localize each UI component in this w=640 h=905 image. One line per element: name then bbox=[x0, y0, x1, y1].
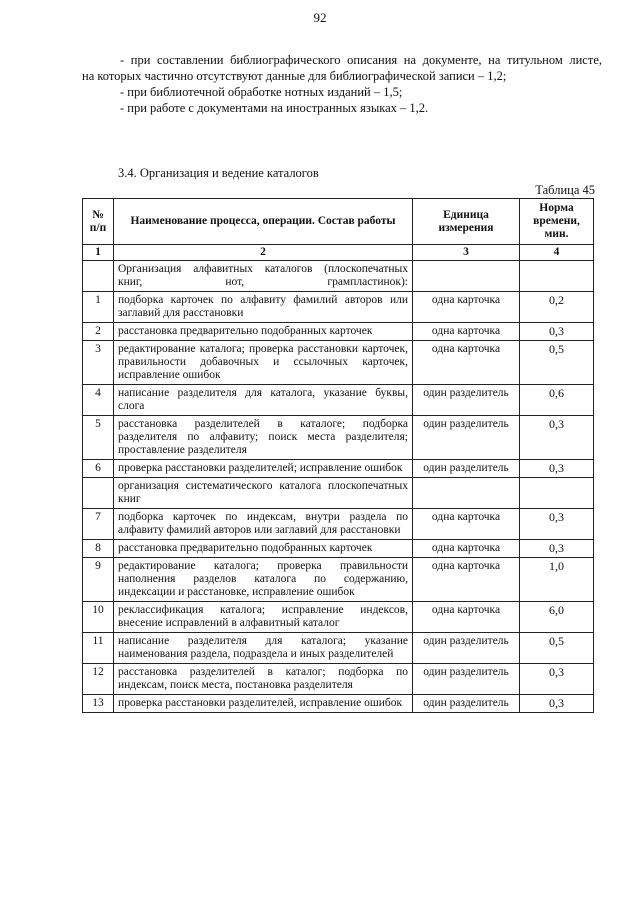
table-row bbox=[83, 664, 594, 695]
row-unit: один разделитель bbox=[413, 416, 520, 460]
page-number: 92 bbox=[313, 10, 327, 25]
row-number: 3 bbox=[83, 341, 114, 385]
row-unit: одна карточка bbox=[413, 292, 520, 323]
intro-line: - при составлении библиографического описания на документе, на титульном листе, bbox=[120, 53, 602, 67]
row-norm: 0,3 bbox=[520, 540, 594, 558]
table-header-row bbox=[83, 199, 594, 245]
header-process: Наименование процесса, операции. Состав работы bbox=[114, 199, 413, 245]
row-unit: один разделитель bbox=[413, 460, 520, 478]
row-number: 11 bbox=[83, 633, 114, 664]
row-process: расстановка предварительно подобранных карточек bbox=[114, 540, 413, 558]
row-norm: 0,3 bbox=[520, 509, 594, 540]
row-process: подборка карточек по алфавиту фамилий авторов или заглавий для расстановки bbox=[114, 292, 413, 323]
row-number: 12 bbox=[83, 664, 114, 695]
row-norm: 6,0 bbox=[520, 602, 594, 633]
table-row bbox=[83, 633, 594, 664]
table-row bbox=[83, 695, 594, 713]
table-caption: Таблица 45 bbox=[535, 183, 595, 197]
col-number: 4 bbox=[520, 245, 594, 261]
row-process: расстановка предварительно подобранных карточек bbox=[114, 323, 413, 341]
table-subheading-row bbox=[83, 478, 594, 509]
row-norm: 0,5 bbox=[520, 341, 594, 385]
row-unit: одна карточка bbox=[413, 341, 520, 385]
row-process: проверка расстановки разделителей, исправление ошибок bbox=[114, 695, 413, 713]
table-row bbox=[83, 509, 594, 540]
intro-line: на которых частично отсутствуют данные для библиографической записи – 1,2; bbox=[82, 69, 507, 83]
row-number: 10 bbox=[83, 602, 114, 633]
col-number: 2 bbox=[114, 245, 413, 261]
row-unit: одна карточка bbox=[413, 558, 520, 602]
row-number: 9 bbox=[83, 558, 114, 602]
row-norm bbox=[520, 261, 594, 292]
row-process: редактирование каталога; проверка правильности наполнения разделов каталога по содержанию, индексации и расстановке, исправление ошибок bbox=[114, 558, 413, 602]
intro-line: - при работе с документами на иностранных языках – 1,2. bbox=[120, 101, 429, 115]
table-row bbox=[83, 540, 594, 558]
col-number: 1 bbox=[83, 245, 114, 261]
row-process: Организация алфавитных каталогов (плоскопечатных книг, нот, грампластинок): bbox=[114, 261, 413, 292]
row-process: реклассификация каталога; исправление индексов, внесение исправлений в алфавитный каталог bbox=[114, 602, 413, 633]
row-process: расстановка разделителей в каталоге; подборка разделителя по алфавиту; поиск места разделителя; проставление разделителя bbox=[114, 416, 413, 460]
table-row bbox=[83, 323, 594, 341]
row-number: 13 bbox=[83, 695, 114, 713]
row-unit: одна карточка bbox=[413, 540, 520, 558]
row-number: 5 bbox=[83, 416, 114, 460]
row-number bbox=[83, 478, 114, 509]
row-process: написание разделителя для каталога, указание буквы, слога bbox=[114, 385, 413, 416]
row-number bbox=[83, 261, 114, 292]
table-row bbox=[83, 292, 594, 323]
row-process: проверка расстановки разделителей; исправление ошибок bbox=[114, 460, 413, 478]
row-norm: 0,3 bbox=[520, 323, 594, 341]
header-unit: Единица измерения bbox=[413, 199, 520, 245]
table-row bbox=[83, 385, 594, 416]
row-number: 6 bbox=[83, 460, 114, 478]
table-row bbox=[83, 341, 594, 385]
table-row bbox=[83, 558, 594, 602]
table-subheading-row bbox=[83, 261, 594, 292]
row-norm: 0,6 bbox=[520, 385, 594, 416]
row-norm: 0,3 bbox=[520, 416, 594, 460]
row-process: организация систематического каталога плоскопечатных книг bbox=[114, 478, 413, 509]
row-unit: один разделитель bbox=[413, 385, 520, 416]
row-unit: один разделитель bbox=[413, 633, 520, 664]
row-unit: один разделитель bbox=[413, 664, 520, 695]
row-norm: 0,3 bbox=[520, 695, 594, 713]
row-number: 1 bbox=[83, 292, 114, 323]
row-unit: один разделитель bbox=[413, 695, 520, 713]
row-process: редактирование каталога; проверка расстановки карточек, правильности добавочных и ссылочных карточек, исправление ошибок bbox=[114, 341, 413, 385]
row-norm: 0,5 bbox=[520, 633, 594, 664]
row-norm bbox=[520, 478, 594, 509]
row-number: 2 bbox=[83, 323, 114, 341]
row-process: написание разделителя для каталога; указание наименования раздела, подраздела и иных разделителей bbox=[114, 633, 413, 664]
row-unit: одна карточка bbox=[413, 323, 520, 341]
table-row bbox=[83, 416, 594, 460]
row-process: расстановка разделителей в каталог; подборка по индексам, поиск места, постановка разделителя bbox=[114, 664, 413, 695]
header-number: № п/п bbox=[83, 199, 114, 245]
row-norm: 0,3 bbox=[520, 460, 594, 478]
intro-text bbox=[82, 52, 602, 116]
row-unit bbox=[413, 261, 520, 292]
section-heading: 3.4. Организация и ведение каталогов bbox=[118, 166, 319, 180]
row-unit bbox=[413, 478, 520, 509]
row-process: подборка карточек по индексам, внутри раздела по алфавиту фамилий авторов или заглавий для расстановки bbox=[114, 509, 413, 540]
column-number-row bbox=[83, 245, 594, 261]
table-row bbox=[83, 602, 594, 633]
row-number: 8 bbox=[83, 540, 114, 558]
norms-table bbox=[82, 198, 594, 713]
row-unit: одна карточка bbox=[413, 602, 520, 633]
table-row bbox=[83, 460, 594, 478]
row-norm: 0,3 bbox=[520, 664, 594, 695]
row-number: 4 bbox=[83, 385, 114, 416]
row-number: 7 bbox=[83, 509, 114, 540]
col-number: 3 bbox=[413, 245, 520, 261]
header-norm: Норма времени, мин. bbox=[520, 199, 594, 245]
table-body bbox=[83, 261, 594, 713]
row-norm: 1,0 bbox=[520, 558, 594, 602]
row-norm: 0,2 bbox=[520, 292, 594, 323]
row-unit: одна карточка bbox=[413, 509, 520, 540]
intro-line: - при библиотечной обработке нотных изданий – 1,5; bbox=[120, 85, 403, 99]
